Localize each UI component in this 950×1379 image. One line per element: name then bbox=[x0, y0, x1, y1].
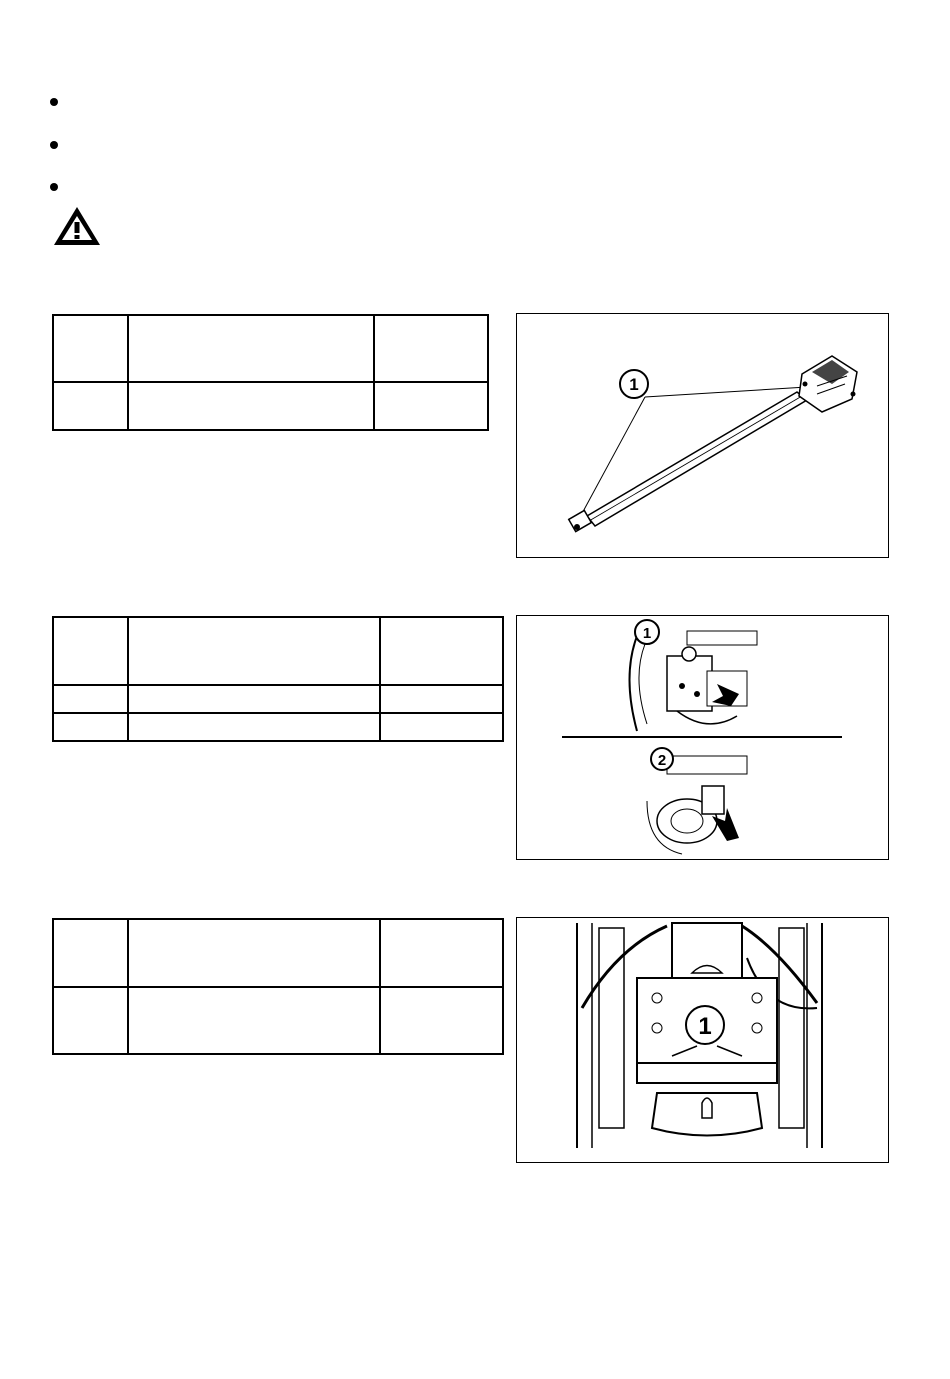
callout-2: 2 bbox=[657, 752, 667, 769]
figure-axle-mounts bbox=[516, 615, 889, 860]
table-cell bbox=[128, 713, 380, 741]
table-cell bbox=[53, 617, 128, 685]
table-cell bbox=[53, 685, 128, 713]
table-cell bbox=[53, 713, 128, 741]
table-cell bbox=[374, 382, 488, 430]
table-cell bbox=[380, 617, 503, 685]
callout-1: 1 bbox=[629, 375, 639, 394]
spec-table-2 bbox=[52, 616, 504, 742]
callout-1: 1 bbox=[642, 625, 652, 642]
table-cell bbox=[53, 315, 128, 382]
table-cell bbox=[128, 987, 380, 1054]
table-row bbox=[53, 713, 503, 741]
spec-table-3 bbox=[52, 918, 504, 1055]
table-row bbox=[53, 315, 488, 382]
bullet-3 bbox=[50, 183, 58, 191]
table-row bbox=[53, 685, 503, 713]
spec-table-1 bbox=[52, 314, 489, 431]
table-row bbox=[53, 919, 503, 987]
table-cell bbox=[128, 919, 380, 987]
table-cell bbox=[380, 987, 503, 1054]
table-row bbox=[53, 382, 488, 430]
bullet-2 bbox=[50, 141, 58, 149]
table-cell bbox=[53, 919, 128, 987]
table-cell bbox=[53, 382, 128, 430]
table-row bbox=[53, 987, 503, 1054]
table-cell bbox=[380, 919, 503, 987]
bullet-1 bbox=[50, 98, 58, 106]
table-cell bbox=[380, 713, 503, 741]
table-cell bbox=[128, 382, 374, 430]
table-cell bbox=[128, 685, 380, 713]
figure-front-frame bbox=[516, 917, 889, 1163]
figure-drive-shaft bbox=[516, 313, 889, 558]
warning-triangle-icon bbox=[52, 205, 102, 247]
table-cell bbox=[374, 315, 488, 382]
callout-1: 1 bbox=[698, 1013, 712, 1040]
table-cell bbox=[53, 987, 128, 1054]
table-cell bbox=[128, 315, 374, 382]
table-cell bbox=[128, 617, 380, 685]
table-row bbox=[53, 617, 503, 685]
table-cell bbox=[380, 685, 503, 713]
